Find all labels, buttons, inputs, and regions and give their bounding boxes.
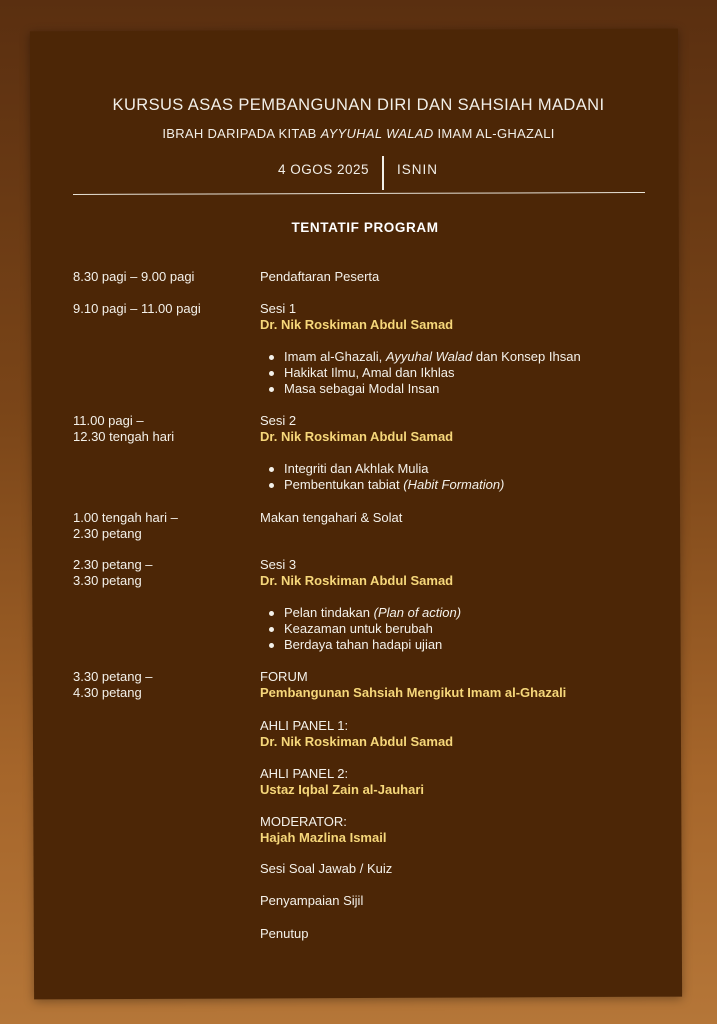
panel2-name: Ustaz Iqbal Zain al-Jauhari [260, 782, 424, 797]
s2-b2-pre: Pembentukan tabiat [284, 477, 404, 492]
certificate-presentation: Penyampaian Sijil [260, 893, 364, 908]
s2-time-end: 12.30 tengah hari [73, 429, 175, 444]
panel1-label: AHLI PANEL 1: [260, 718, 349, 733]
s1-b1-pre: Imam al-Ghazali, [284, 349, 386, 364]
event-day: ISNIN [397, 162, 439, 177]
s1-bullet-2: Hakikat Ilmu, Amal dan Ikhlas [284, 365, 455, 380]
reg-activity: Pendaftaran Peserta [260, 269, 380, 284]
panel2-label: AHLI PANEL 2: [260, 766, 349, 781]
forum-time-end: 4.30 petang [73, 685, 142, 700]
lunch-time-end: 2.30 petang [73, 526, 142, 541]
section-title: TENTATIF PROGRAM [291, 220, 439, 235]
moderator-label: MODERATOR: [260, 814, 347, 829]
forum-topic: Pembangunan Sahsiah Mengikut Imam al-Ghazali [260, 685, 567, 700]
s3-bullet-2: Keazaman untuk berubah [284, 621, 433, 636]
lunch-time-start: 1.00 tengah hari – [73, 510, 178, 525]
date-row [0, 160, 717, 190]
s1-b1-em: Ayyuhal Walad [385, 349, 473, 364]
s1-label: Sesi 1 [260, 301, 297, 316]
reg-time: 8.30 pagi – 9.00 pagi [73, 269, 195, 284]
s2-speaker: Dr. Nik Roskiman Abdul Samad [260, 429, 454, 444]
s3-time-end: 3.30 petang [73, 573, 142, 588]
s3-time-start: 2.30 petang – [73, 557, 153, 572]
course-subtitle [0, 126, 717, 141]
subtitle-prefix: IBRAH DARIPADA KITAB [162, 126, 321, 141]
qa-session: Sesi Soal Jawab / Kuiz [260, 861, 393, 876]
moderator-name: Hajah Mazlina Ismail [260, 830, 387, 845]
panel1-name: Dr. Nik Roskiman Abdul Samad [260, 734, 454, 749]
forum-time-start: 3.30 petang – [73, 669, 153, 684]
closing: Penutup [260, 926, 309, 941]
s1-b1-post: dan Konsep Ihsan [472, 349, 581, 364]
s1-bullet-1 [284, 349, 581, 365]
s1-bullet-3: Masa sebagai Modal Insan [284, 381, 440, 396]
s1-speaker: Dr. Nik Roskiman Abdul Samad [260, 317, 454, 332]
course-title: KURSUS ASAS PEMBANGUNAN DIRI DAN SAHSIAH MADANI [112, 96, 605, 114]
s2-label: Sesi 2 [260, 413, 297, 428]
s2-b2-em: (Habit Formation) [403, 477, 505, 492]
lunch-activity: Makan tengahari & Solat [260, 510, 403, 525]
s3-bullet-1 [284, 605, 461, 621]
s3-label: Sesi 3 [260, 557, 297, 572]
subtitle-book: AYYUHAL WALAD [320, 126, 434, 141]
s2-bullet-2 [284, 477, 504, 493]
forum-label: FORUM [260, 669, 308, 684]
s1-time: 9.10 pagi – 11.00 pagi [73, 301, 201, 316]
s3-b1-em: (Plan of action) [373, 605, 462, 620]
subtitle-suffix: IMAM AL-GHAZALI [433, 126, 555, 141]
date-divider [382, 156, 384, 190]
s3-bullet-3: Berdaya tahan hadapi ujian [284, 637, 443, 652]
s2-time-start: 11.00 pagi – [73, 413, 144, 428]
s3-b1-pre: Pelan tindakan [284, 605, 374, 620]
s2-bullet-1: Integriti dan Akhlak Mulia [284, 461, 429, 476]
event-date: 4 OGOS 2025 [277, 162, 369, 177]
s3-speaker: Dr. Nik Roskiman Abdul Samad [260, 573, 454, 588]
